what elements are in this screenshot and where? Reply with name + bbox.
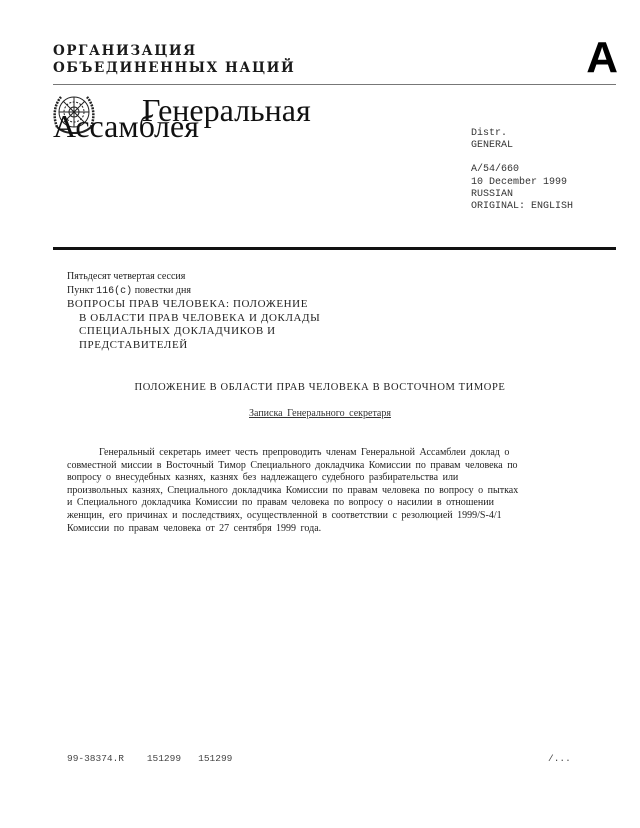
date-code-2: 151299 <box>198 753 233 764</box>
body-name-line2: Ассамблея <box>53 108 199 144</box>
paragraph-line: Комиссии по правам человека от 27 сентября 1999 года. <box>67 522 322 534</box>
agenda-topic-line: В ОБЛАСТИ ПРАВ ЧЕЛОВЕКА И ДОКЛАДЫ <box>79 311 321 324</box>
agenda-item-suffix: повестки дня <box>132 284 191 296</box>
paragraph-line: вопросу о внесудебных казнях, казнях без надлежащего судебного разбирательства или <box>67 472 459 484</box>
organization-name-line2: ОБЪЕДИНЕННЫХ НАЦИЙ <box>53 60 296 76</box>
section-divider <box>53 247 616 250</box>
document-subtitle <box>0 408 640 419</box>
paragraph-line: женщин, его причинах и последствиях, осуществленной в соответствии с резолюцией 1999/S-4/1 <box>67 509 502 521</box>
header-divider <box>53 84 616 85</box>
body-paragraph <box>67 447 587 535</box>
document-symbol: A/54/660 <box>471 164 520 176</box>
distribution-block <box>471 128 573 213</box>
body-name-line1: Генеральная <box>142 92 311 128</box>
series-symbol: A <box>586 33 618 82</box>
distr-label: Distr. <box>471 128 508 139</box>
document-title: ПОЛОЖЕНИЕ В ОБЛАСТИ ПРАВ ЧЕЛОВЕКА В ВОСТОЧНОМ ТИМОРЕ <box>134 382 506 393</box>
agenda-block <box>67 270 320 352</box>
paragraph-line: совместной миссии в Восточный Тимор Специального докладчика Комиссии по правам человека по <box>67 459 518 471</box>
agenda-item <box>67 284 320 299</box>
original-language: ORIGINAL: ENGLISH <box>471 201 574 213</box>
paragraph-line: произвольных казнях, Специального докладчика Комиссии по правам человека по вопросу о пытках <box>67 484 519 496</box>
job-number: 99-38374.R <box>67 753 125 764</box>
date-code-1: 151299 <box>146 753 182 764</box>
organization-name-line1: ОРГАНИЗАЦИЯ <box>53 43 197 59</box>
document-subtitle-text: Записка Генерального секретаря <box>249 408 391 419</box>
agenda-topic-line: ВОПРОСЫ ПРАВ ЧЕЛОВЕКА: ПОЛОЖЕНИЕ <box>67 298 309 310</box>
agenda-item-prefix: Пункт <box>67 284 97 296</box>
distr-type: GENERAL <box>471 140 514 152</box>
footer-codes <box>67 753 232 764</box>
agenda-item-number: 116(c) <box>96 285 133 297</box>
paragraph-line: и Специального докладчика Комиссии по правам человека по вопросу о насилии в отношении <box>67 497 494 509</box>
paragraph-line: Генеральный секретарь имеет честь препроводить членам Генеральной Ассамблеи доклад о <box>99 447 510 458</box>
session-label: Пятьдесят четвертая сессия <box>67 271 186 282</box>
organization-name <box>53 43 295 77</box>
continuation-mark: /... <box>548 753 571 764</box>
document-date: 10 December 1999 <box>471 176 568 188</box>
document-language: RUSSIAN <box>471 188 514 200</box>
agenda-topic-line: СПЕЦИАЛЬНЫХ ДОКЛАДЧИКОВ И <box>79 325 276 337</box>
agenda-topic-line: ПРЕДСТАВИТЕЛЕЙ <box>79 338 188 351</box>
